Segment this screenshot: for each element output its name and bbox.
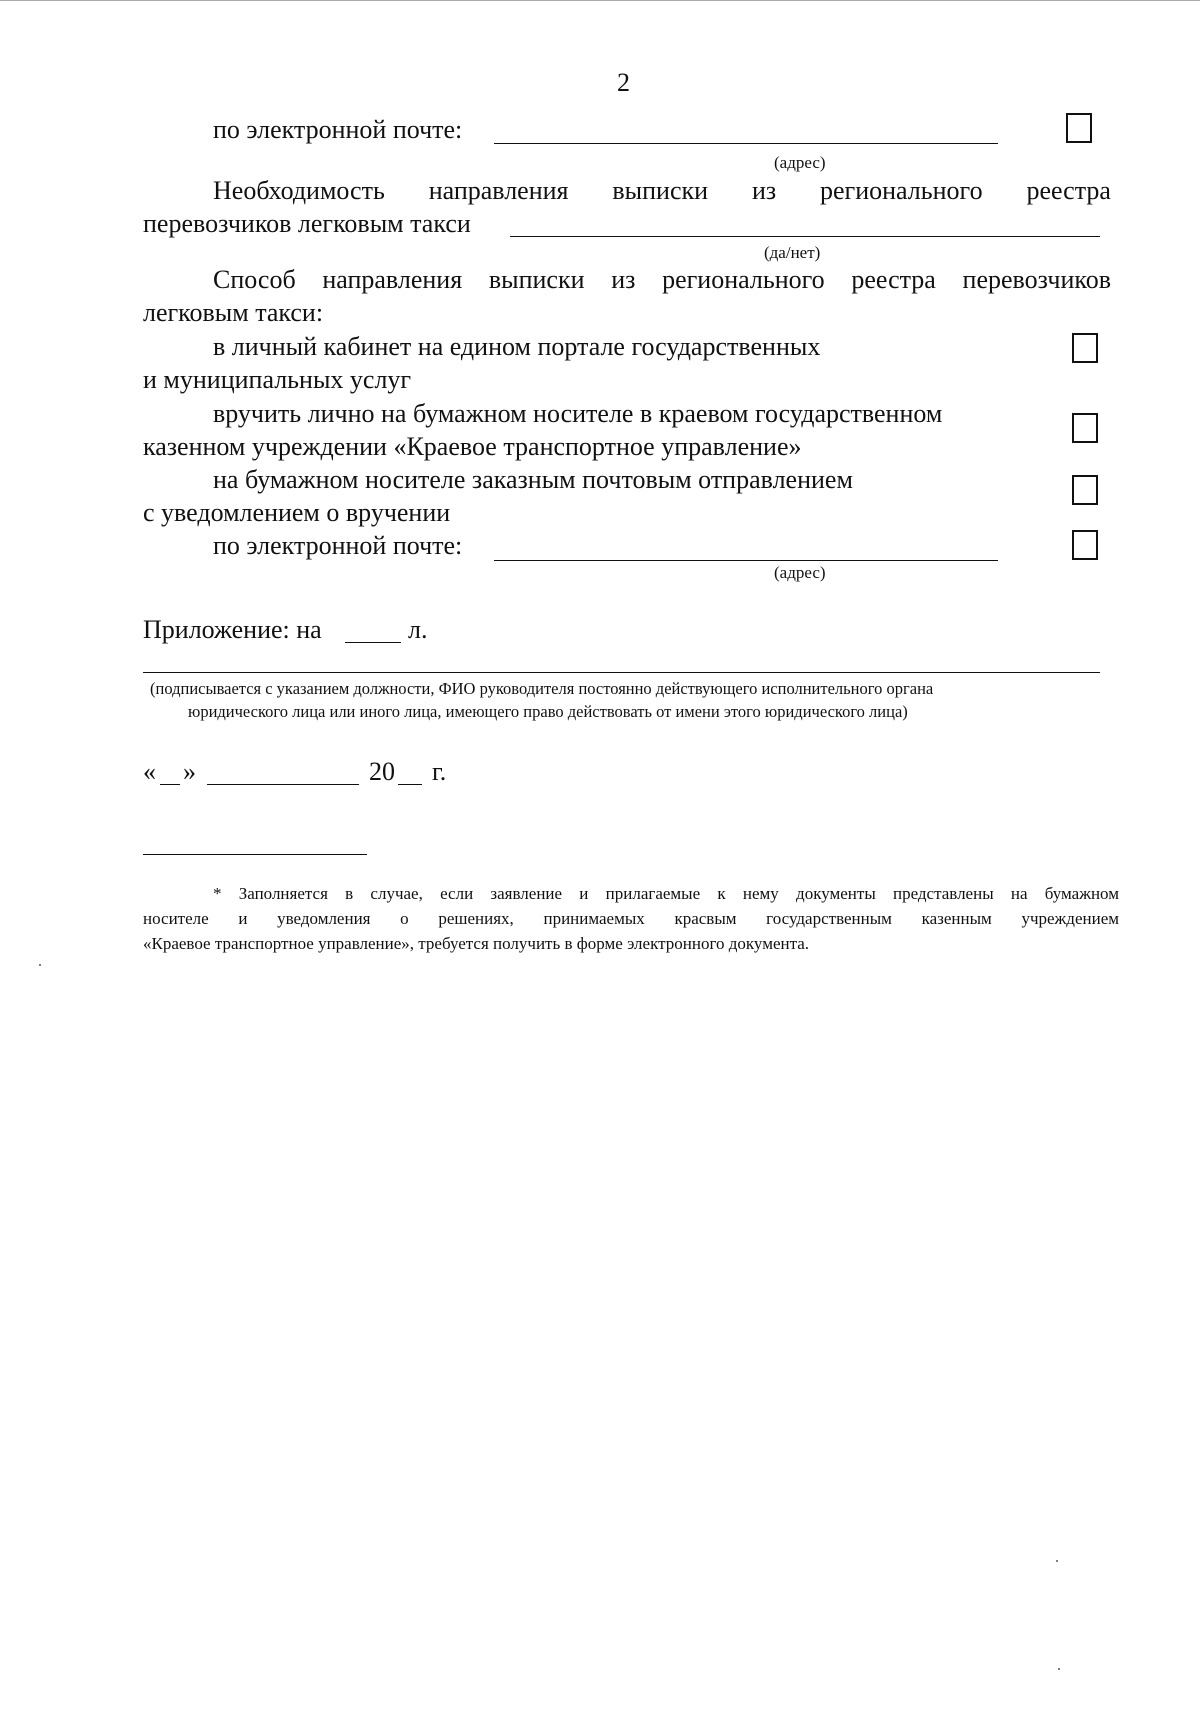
option-personal-line1: вручить лично на бумажном носителе в краевом государственном (213, 399, 943, 428)
date-year-prefix: 20 (369, 757, 395, 786)
footnote-line3: «Краевое транспортное управление», требуется получить в форме электронного документа. (143, 934, 810, 953)
option-portal-line2: и муниципальных услуг (143, 365, 412, 394)
method-line2: легковым такси: (143, 298, 324, 327)
option-mail-line1: на бумажном носителе заказным почтовым отправлением (213, 465, 853, 494)
email-line-1 (494, 143, 998, 144)
email-checkbox-2[interactable] (1072, 530, 1098, 560)
date-close-quote: » (183, 757, 196, 786)
signature-caption-line1: (подписывается с указанием должности, ФИО руководителя постоянно действующего исполнительного органа (150, 679, 934, 698)
yes-no-line (510, 236, 1100, 237)
method-word: из (611, 265, 636, 294)
attachment-sheets-line (345, 642, 401, 643)
method-word: Способ (213, 265, 296, 294)
method-word: реестра (851, 265, 936, 294)
date-year-suffix: г. (432, 757, 447, 786)
attachment-suffix: л. (408, 615, 428, 644)
need-word: направления (428, 176, 569, 205)
option-mail-checkbox[interactable] (1072, 475, 1098, 505)
date-year-line (398, 784, 422, 785)
option-personal-checkbox[interactable] (1072, 413, 1098, 443)
method-word: регионального (662, 265, 825, 294)
address-caption-1: (адрес) (774, 153, 826, 172)
need-word: регионального (820, 176, 983, 205)
email-checkbox-1[interactable] (1066, 113, 1092, 143)
option-portal-checkbox[interactable] (1072, 333, 1098, 363)
signature-caption-line2: юридического лица или иного лица, имеющего право действовать от имени этого юридического лица) (188, 702, 908, 721)
signature-line (143, 672, 1100, 673)
scan-speck (1056, 1560, 1058, 1562)
email-label-2: по электронной почте: (213, 531, 463, 560)
attachment-prefix: Приложение: на (143, 615, 322, 644)
method-word: выписки (488, 265, 585, 294)
footnote (143, 881, 1119, 956)
method-word: перевозчиков (962, 265, 1111, 294)
scan-speck (1058, 1668, 1060, 1670)
need-word: из (751, 176, 777, 205)
footnote-separator (143, 854, 367, 855)
need-statement-line2: перевозчиков легковым такси (143, 209, 471, 238)
need-word: реестра (1026, 176, 1111, 205)
option-personal-line2: казенном учреждении «Краевое транспортное управление» (143, 432, 802, 461)
scan-speck (39, 964, 41, 966)
date-month-line (207, 784, 359, 785)
date-open-quote: « (143, 757, 156, 786)
email-line-2 (494, 560, 998, 561)
footnote-line2: носителе и уведомления о решениях, принимаемых красвым государственным казенным учреждением (143, 909, 1119, 928)
option-portal-line1: в личный кабинет на едином портале государственных (213, 332, 821, 361)
address-caption-2: (адрес) (774, 563, 826, 582)
scan-top-edge (0, 0, 1200, 1)
yes-no-caption: (да/нет) (764, 243, 821, 262)
email-label-1: по электронной почте: (213, 115, 463, 144)
need-word: выписки (612, 176, 709, 205)
page-number: 2 (617, 68, 630, 97)
method-line1 (213, 265, 1111, 295)
option-mail-line2: с уведомлением о вручении (143, 498, 451, 527)
need-word: Необходимость (213, 176, 385, 205)
footnote-line1: * Заполняется в случае, если заявление и прилагаемые к нему документы представлены на бумажном (213, 884, 1119, 903)
method-word: направления (322, 265, 463, 294)
need-statement-line1 (213, 176, 1111, 206)
date-day-line (160, 784, 180, 785)
